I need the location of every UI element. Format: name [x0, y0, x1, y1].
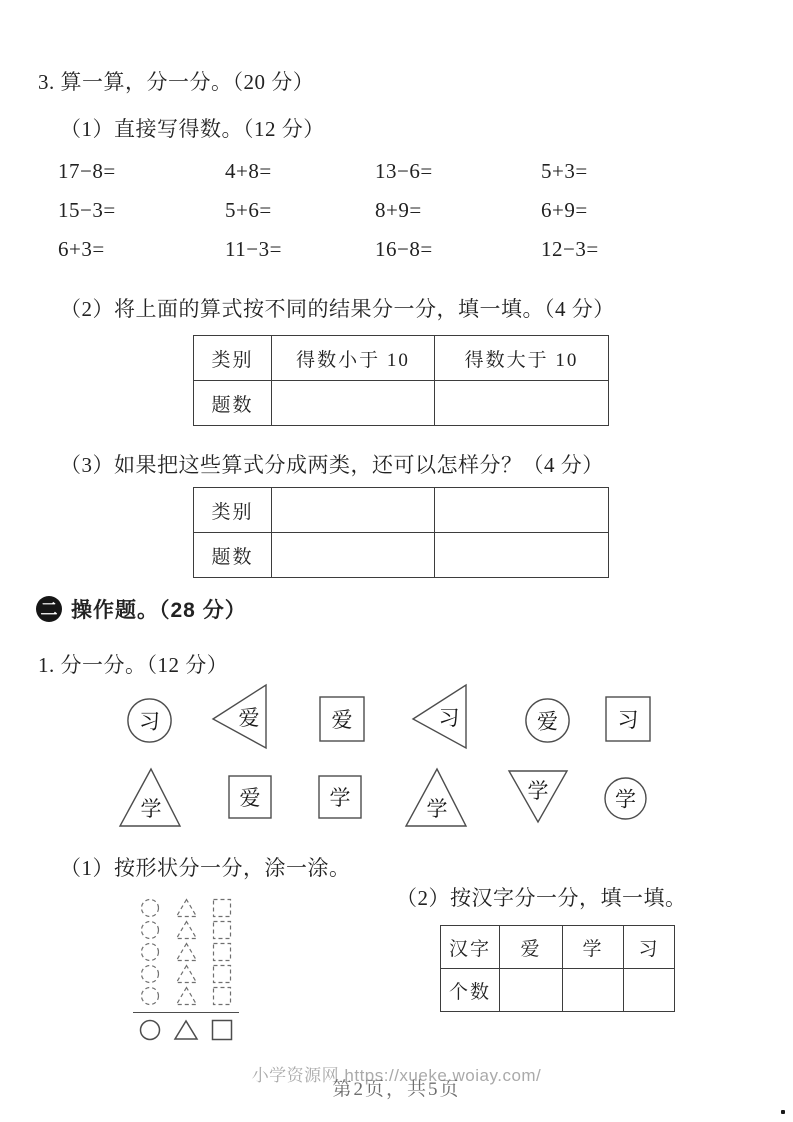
answer-cell	[435, 381, 609, 426]
shape-char: 爱	[537, 709, 558, 734]
answer-cell	[272, 533, 435, 578]
square-key-icon	[211, 1019, 233, 1041]
table-header-cell: 得数小于 10	[272, 336, 435, 381]
table-header-cell: 得数大于 10	[435, 336, 609, 381]
answer-cell	[435, 488, 609, 533]
tally-baseline	[133, 1012, 239, 1013]
math-problem: 8+9=	[375, 198, 422, 222]
math-problem: 5+6=	[225, 198, 272, 222]
math-problem: 12−3=	[541, 237, 599, 261]
table-header-cell: 类别	[194, 336, 272, 381]
shape-char: 习	[438, 706, 460, 730]
character-count-table	[440, 925, 675, 1012]
table-row-label: 题数	[194, 533, 272, 578]
results-table	[193, 335, 609, 426]
table-header-cell: 爱	[500, 926, 563, 969]
scan-artifact-dot	[781, 1110, 785, 1114]
answer-cell	[563, 969, 624, 1012]
circle-key-icon	[139, 1019, 161, 1041]
dashed-triangle-icon	[175, 986, 198, 1006]
answer-cell	[435, 533, 609, 578]
shape-triangle-up	[403, 766, 469, 829]
math-problem: 11−3=	[225, 237, 282, 261]
shape-char: 爱	[239, 786, 261, 810]
answer-cell	[272, 488, 435, 533]
shape-char: 习	[139, 709, 160, 734]
shape-triangle-left	[211, 682, 268, 751]
table-row	[441, 926, 675, 969]
answer-cell	[272, 381, 435, 426]
dashed-triangle-icon	[175, 964, 198, 984]
sec2-part2-label: （2）按汉字分一分，填一填。	[396, 886, 687, 910]
math-problem: 13−6=	[375, 159, 433, 183]
coloring-tally-grid	[132, 897, 248, 1041]
dashed-square-icon	[212, 942, 232, 962]
shape-triangle-down	[507, 768, 569, 825]
table-header-cell: 习	[624, 926, 675, 969]
table-row	[194, 381, 609, 426]
table-row	[194, 336, 609, 381]
math-problem: 6+9=	[541, 198, 588, 222]
math-problem: 5+3=	[541, 159, 588, 183]
shape-square	[227, 774, 273, 820]
watermark-text: 小学资源网 https://xueke.woiay.com/	[251, 1066, 542, 1085]
shape-char: 爱	[238, 706, 260, 730]
shape-char: 习	[617, 708, 639, 732]
dashed-circle-icon	[140, 986, 160, 1006]
section-two-title: 操作题。（28 分）	[71, 599, 247, 622]
arithmetic-problems	[58, 159, 718, 262]
math-problem: 4+8=	[225, 159, 272, 183]
shape-circle	[524, 697, 571, 744]
dashed-circle-icon	[140, 942, 160, 962]
answer-cell	[500, 969, 563, 1012]
dashed-circle-icon	[140, 898, 160, 918]
triangle-key-icon	[173, 1019, 199, 1041]
table-row	[441, 969, 675, 1012]
section-two-badge-icon: 二	[36, 596, 62, 622]
dashed-square-icon	[212, 920, 232, 940]
table-header-cell: 汉字	[441, 926, 500, 969]
tally-row	[132, 963, 248, 985]
dashed-circle-icon	[140, 964, 160, 984]
table-row	[194, 533, 609, 578]
shape-char: 学	[527, 779, 549, 803]
tally-key-row	[132, 1019, 248, 1041]
shape-triangle-left	[411, 682, 468, 751]
tally-row	[132, 941, 248, 963]
shape-char: 学	[329, 786, 351, 810]
custom-split-table	[193, 487, 609, 578]
shape-square	[604, 695, 652, 743]
dashed-square-icon	[212, 964, 232, 984]
dashed-circle-icon	[140, 920, 160, 940]
dashed-square-icon	[212, 986, 232, 1006]
shape-char: 学	[140, 797, 162, 821]
table-row-label: 题数	[194, 381, 272, 426]
q3-part1-label: （1）直接写得数。（12 分）	[60, 117, 325, 141]
section-two-header	[36, 594, 247, 624]
shape-char: 学	[426, 797, 448, 821]
dashed-square-icon	[212, 898, 232, 918]
shape-square	[317, 774, 363, 820]
math-problem: 6+3=	[58, 237, 105, 261]
dashed-triangle-icon	[175, 898, 198, 918]
page-number: 第2页，共5页	[332, 1079, 461, 1100]
shape-circle	[126, 697, 173, 744]
q3-part2-label: （2）将上面的算式按不同的结果分一分，填一填。（4 分）	[60, 297, 615, 321]
tally-row	[132, 897, 248, 919]
tally-dashed-rows	[132, 897, 248, 1007]
dashed-triangle-icon	[175, 920, 198, 940]
answer-cell	[624, 969, 675, 1012]
dashed-triangle-icon	[175, 942, 198, 962]
math-problem: 16−8=	[375, 237, 433, 261]
table-row-label: 个数	[441, 969, 500, 1012]
sec2-part1-label: （1）按形状分一分，涂一涂。	[60, 856, 351, 880]
math-problem: 17−8=	[58, 159, 116, 183]
shape-triangle-up	[117, 766, 183, 829]
shape-circle	[603, 776, 648, 821]
q3-part3-label: （3）如果把这些算式分成两类，还可以怎样分？（4 分）	[60, 453, 604, 477]
shape-square	[318, 695, 366, 743]
table-row-label: 类别	[194, 488, 272, 533]
shape-char: 爱	[331, 708, 353, 732]
tally-row	[132, 919, 248, 941]
table-header-cell: 学	[563, 926, 624, 969]
math-problem: 15−3=	[58, 198, 116, 222]
tally-row	[132, 985, 248, 1007]
sec2-q1-label: 1. 分一分。（12 分）	[38, 653, 229, 677]
shape-char: 学	[615, 787, 636, 812]
table-row	[194, 488, 609, 533]
q3-title: 3. 算一算，分一分。（20 分）	[38, 70, 315, 94]
